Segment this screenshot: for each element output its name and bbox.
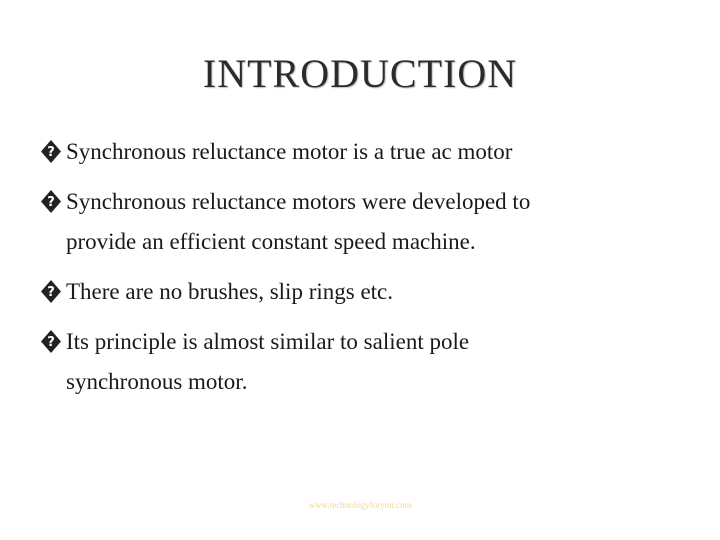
- bullet-item: [40, 322, 700, 402]
- bullet-text-continuation: provide an efficient constant speed machine.: [66, 229, 476, 254]
- replacement-char-icon: [40, 189, 62, 214]
- bullet-list: [40, 132, 700, 412]
- bullet-item: [40, 132, 700, 172]
- slide-title-text: INTRODUCTION: [202, 51, 518, 96]
- replacement-char-icon: [40, 139, 62, 164]
- bullet-item: [40, 272, 700, 312]
- bullet-text: There are no brushes, slip rings etc.: [66, 279, 394, 304]
- replacement-char-icon: [40, 329, 62, 354]
- bullet-text: Synchronous reluctance motor is a true ac motor: [66, 139, 513, 164]
- svg-text:?: ?: [47, 145, 55, 160]
- footer-watermark: www.technologyforyou.com: [308, 500, 412, 510]
- bullet-text: Its principle is almost similar to salient pole: [66, 329, 470, 354]
- replacement-char-icon: [40, 279, 62, 304]
- slide-title: [0, 52, 720, 96]
- svg-text:?: ?: [47, 285, 55, 300]
- bullet-text-continuation: synchronous motor.: [66, 369, 248, 394]
- bullet-item: [40, 182, 700, 262]
- svg-text:?: ?: [47, 335, 55, 350]
- svg-text:?: ?: [47, 195, 55, 210]
- bullet-text: Synchronous reluctance motors were developed to: [66, 189, 531, 214]
